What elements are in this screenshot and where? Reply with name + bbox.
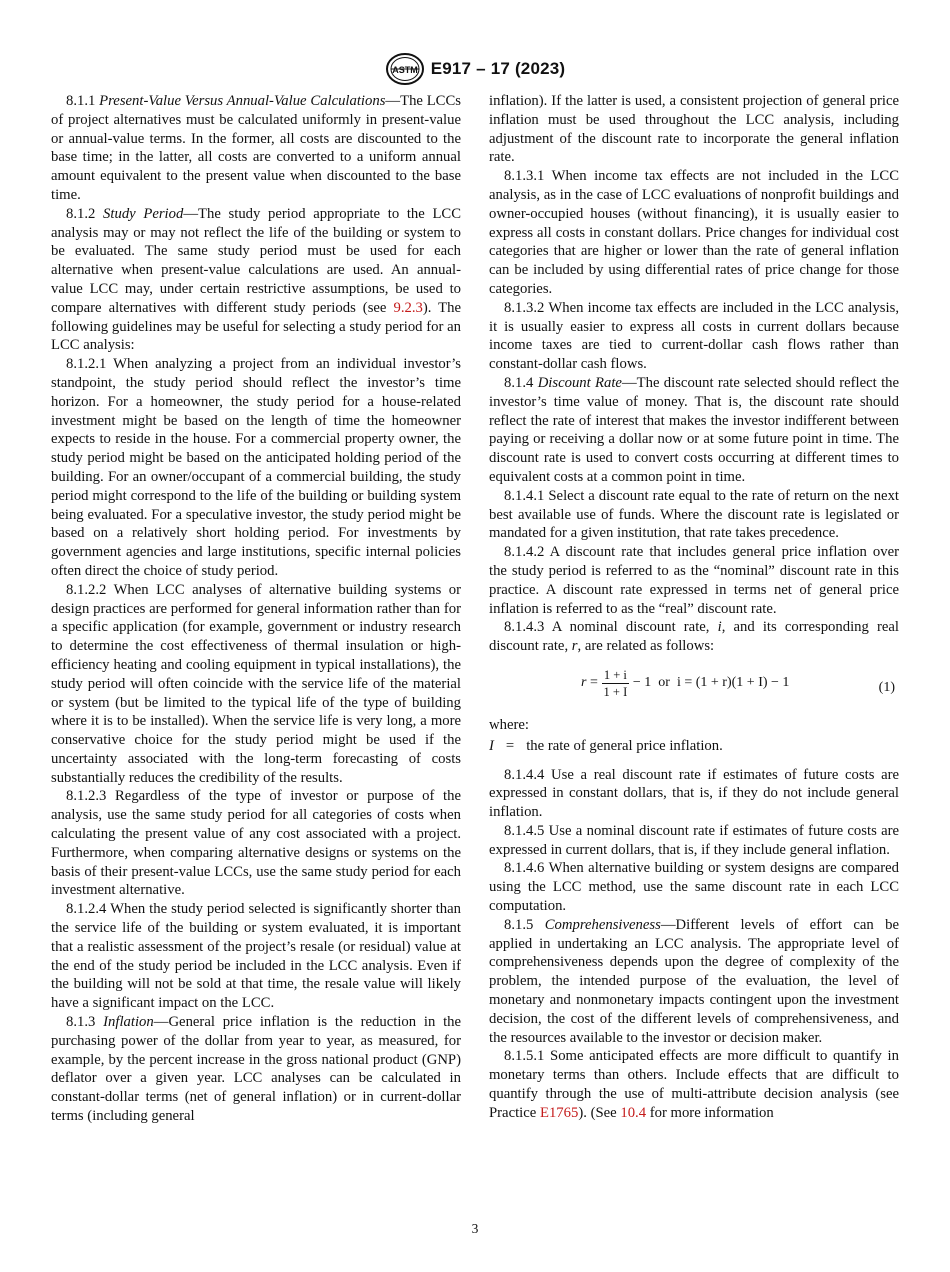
where-label: where: [489, 716, 529, 733]
section-8-1-2-2: 8.1.2.2 When LCC analyses of alternative building systems or design practices are performed for general information rather than for a specific application (for example, government or industry research to determine the cost effectiveness of thermal insulation or high-efficiency heating and cooling equipment in typical installations), the study period will often coincide with the service life of the material or system (but be limited to the typical life of the type of building where it is to be installed). When the service life is very long, a more conservative choice for the study period might be used if the uncertainty associated with the long-term forecasting of costs substantially reduces the credibility of the results. [51, 581, 461, 786]
section-8-1-1: 8.1.1 Present-Value Versus Annual-Value Calculations—The LCCs of project alternatives must be calculated uniformly in present-value or annual-value terms. In the former, all costs are discounted to the base time; in the latter, all costs are converted to a uniform annual amount equivalent to the present value when discounted to the base time. [51, 93, 461, 203]
document-code: E917 – 17 (2023) [430, 59, 566, 78]
section-8-1-4-1: 8.1.4.1 Select a discount rate equal to the rate of return on the next best available use of funds. Where the discount rate is legislated or mandated for a given institution, that rate takes precedence. [489, 487, 899, 542]
section-8-1-3-2: 8.1.3.2 When income tax effects are included in the LCC analysis, it is usually easier to express all costs in current dollars because income taxes are tied to current-dollar cash flows rather than constant-dollar cash flows. [489, 299, 899, 373]
section-8-1-4-5: 8.1.4.5 Use a nominal discount rate if estimates of future costs are expressed in current dollars, that is, if they include general inflation. [489, 822, 899, 858]
section-8-1-2-4: 8.1.2.4 When the study period selected is significantly shorter than the service life of the building or system evaluated, it is important that a realistic assessment of the project’s resale (or residual) value at the end of the study period be included in the LCC analysis. Even if the building will not be sold at that time, the resale value will likely have a significant impact on the LCC. [51, 901, 461, 1012]
section-8-1-4: 8.1.4 Discount Rate—The discount rate selected should reflect the investor’s time value of money. That is, the discount rate should reflect the rate of interest that makes the investor indifferent between paying or receiving a dollar now or at some future point in time. The discount rate is used to convert costs occurring at different times to equivalent costs at a common point in time. [489, 374, 900, 485]
svg-text:ASTM: ASTM [391, 65, 418, 75]
left-column [51, 92, 461, 1126]
equation-number: (1) [878, 679, 895, 695]
section-8-1-2: 8.1.2 Study Period—The study period appropriate to the LCC analysis may or may not reflect the life of the building or system to be evaluated. The same study period must be used for each alternative when present-value calculations are used. An annual-value LCC may, under certain restrictive assumptions, be used to compare alternatives with different study periods (see 9.2.3). The following guidelines may be useful for selecting a study period for an LCC analysis: [51, 205, 462, 354]
ref-e1765-link[interactable]: E1765 [539, 1104, 579, 1121]
right-column [489, 92, 899, 1123]
page-header [0, 52, 950, 91]
section-8-1-5-1: 8.1.5.1 Some anticipated effects are more difficult to quantify in monetary terms than others. Include effects that are difficult to quantify through the use of multi-attribute decision analysis (see Practice E1765). (See 10.4 for more information [489, 1048, 899, 1121]
section-8-1-3-1: 8.1.3.1 When income tax effects are not included in the LCC analysis, as in the case of LCC evaluations of nonprofit buildings and owner-occupied houses (without financing), it is usually easier to express all costs in constant dollars. Price changes for individual cost categories that are higher or lower than the rate of general inflation can be included by using differential rates of price change for those categories. [489, 168, 899, 297]
section-8-1-4-4: 8.1.4.4 Use a real discount rate if estimates of future costs are expressed in constant dollars, that is, if they do not include general inflation. [489, 766, 899, 821]
astm-logo-icon [385, 52, 425, 86]
ref-9-2-3-link[interactable]: 9.2.3 [393, 299, 423, 316]
section-8-1-5: 8.1.5 Comprehensiveness—Different levels of effort can be applied in undertaking an LCC analysis. The appropriate level of comprehensiveness depends upon the degree of complexity of the problem, the intended purpose of the evaluation, the level of monetary and nonmonetary impacts contingent upon the investment decision, the cost of the different levels of comprehensiveness, and the resources available to the investor or decision maker. [489, 916, 899, 1046]
section-8-1-4-3: 8.1.4.3 A nominal discount rate, i, and its corresponding real discount rate, r, are related as follows: [489, 619, 899, 655]
page-number: 3 [471, 1221, 479, 1236]
section-8-1-2-1: 8.1.2.1 When analyzing a project from an individual investor’s standpoint, the study period should reflect the investor’s time horizon. For a homeowner, the study period for a house-related investment might be based on the length of time the homeowner expects to reside in the house. For a commercial property owner, the study period might be based on the anticipated holding period of the building. For an owner/occupant of a commercial building, the study period might correspond to the life of the building or building system being evaluated. For a speculative investor, the study period might be based on a relatively short holding period. For investments by government agencies and large institutions, specific internal policies often direct the choice of study period. [51, 356, 461, 579]
section-8-1-3: 8.1.3 Inflation—General price inflation is the reduction in the purchasing power of the dollar from year to year, as measured, for example, by the percent increase in the gross national product (GNP) deflator over a given year. LCC analyses can be calculated in constant-dollar terms (net of general inflation) or in current-dollar terms (including general [51, 1014, 462, 1125]
ref-10-4-link[interactable]: 10.4 [620, 1104, 647, 1121]
equation-1: r = $\frac{1 + i}{1 + I}$ − 1 or i = (1 + r)(1 + I) − 1 (1) [581, 667, 895, 699]
equation-fraction: $\frac{1 + i}{1 + I}$ [603, 667, 628, 699]
section-8-1-4-2: 8.1.4.2 A discount rate that includes general price inflation over the study period is referred to as the “nominal” discount rate in this practice. A discount rate expressed in terms net of general price inflation is referred to as the “real” discount rate. [489, 544, 899, 617]
definition-row: I = the rate of general price inflation. [489, 737, 723, 754]
section-8-1-3-cont: inflation). If the latter is used, a consistent projection of general price inflation must be used throughout the LCC analysis, including adjustment of the discount rate to incorporate the general inflation rate. [489, 93, 899, 166]
section-8-1-2-3: 8.1.2.3 Regardless of the type of investor or purpose of the analysis, use the same study period for all categories of costs when calculating the present value of any cost associated with a project. Furthermore, when comparing alternative designs or systems on the basis of their present-value LCCs, use the same study period for each investment alternative. [51, 788, 461, 899]
section-8-1-4-6: 8.1.4.6 When alternative building or system designs are compared using the LCC method, use the same discount rate in each LCC computation. [489, 860, 899, 915]
